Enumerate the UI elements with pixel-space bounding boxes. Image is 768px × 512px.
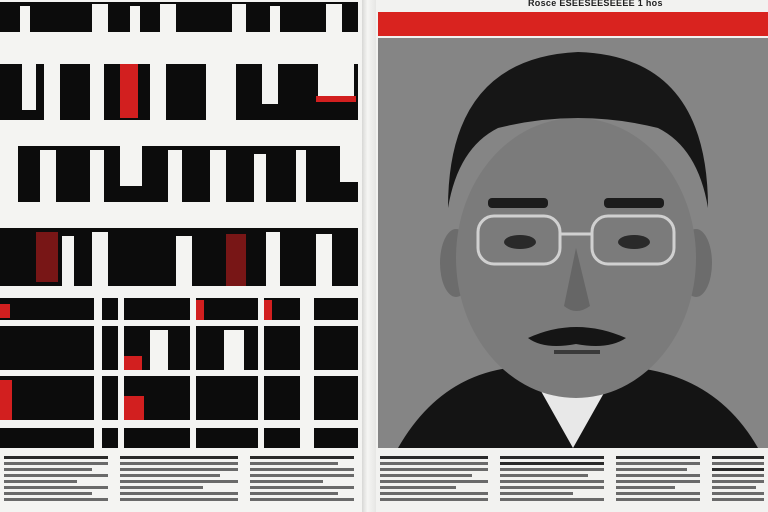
right-page [376, 0, 768, 512]
right-text-column-2 [500, 456, 604, 504]
left-text-column-2 [120, 456, 238, 504]
right-text-column-4 [712, 456, 764, 504]
portrait-photo [378, 38, 768, 448]
right-text-column-1 [380, 456, 488, 504]
graphic-building-grid [0, 0, 362, 450]
page-gutter [362, 0, 376, 512]
page-header-text: Rosce ESEESEESEEEE 1 hos [528, 0, 663, 8]
right-text-column-3 [616, 456, 700, 504]
red-accent-band [378, 12, 768, 36]
left-page [0, 0, 362, 512]
left-text-column-1 [4, 456, 108, 504]
left-text-column-3 [250, 456, 354, 504]
